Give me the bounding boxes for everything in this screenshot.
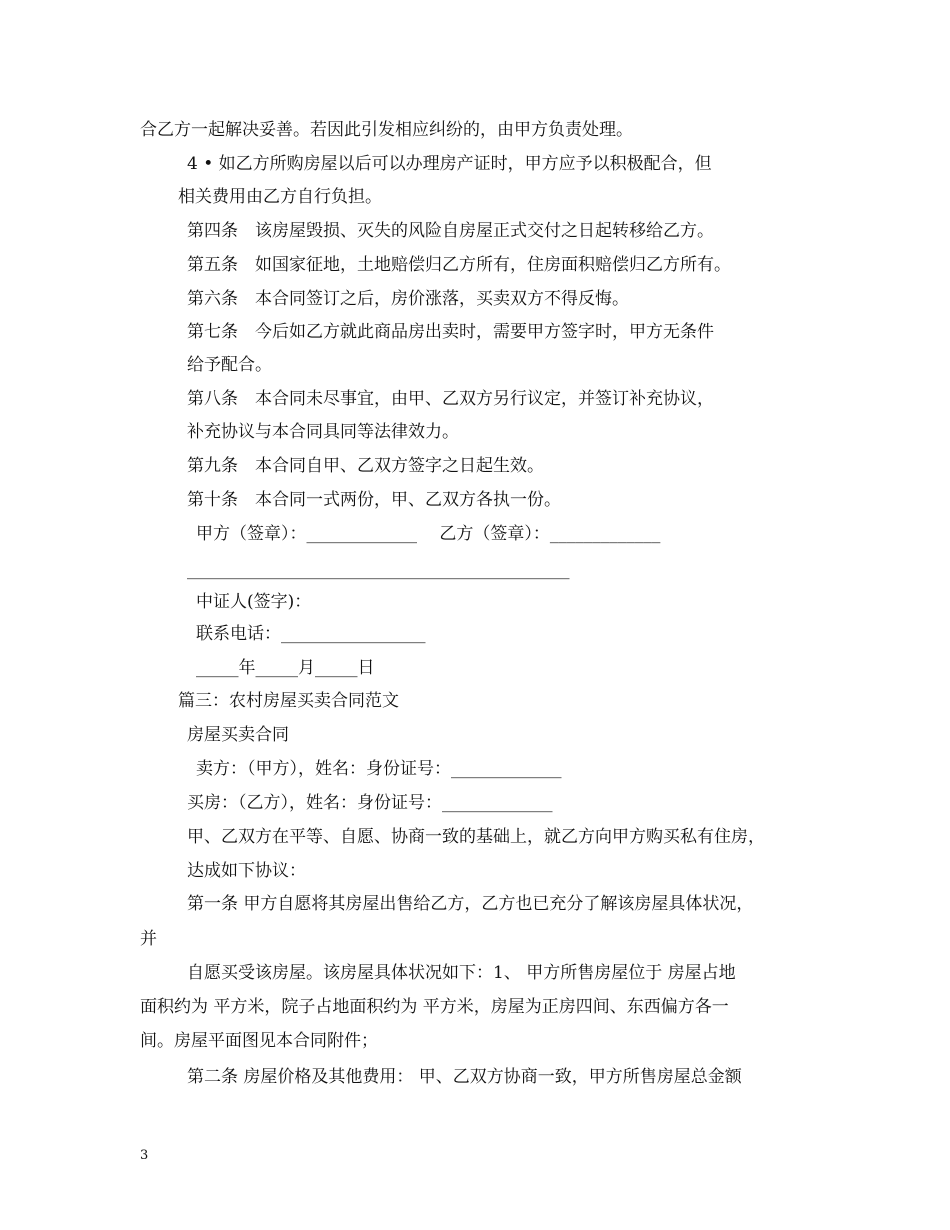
text-line: 给予配合。 [187, 355, 272, 375]
text-line: 面积约为 平方米，院子占地面积约为 平方米，房屋为正房四间、东西偏方各一 [140, 997, 729, 1017]
page-number: 3 [140, 1148, 149, 1163]
phone-label: 联系电话：_________________ [196, 624, 426, 644]
section-heading: 篇三：农村房屋买卖合同范文 [178, 691, 399, 711]
text-line: 自愿买受该房屋。该房屋具体状况如下：1、 甲方所售房屋位于 房屋占地 [187, 963, 736, 983]
text-line: 相关费用由乙方自行负担。 [178, 187, 382, 207]
witness-label: 中证人(签字)： [196, 592, 312, 612]
article-6: 第六条 本合同签订之后，房价涨落，买卖双方不得反悔。 [187, 289, 629, 309]
text-line: 并 [140, 929, 157, 949]
article-1: 第一条 甲方自愿将其房屋出售给乙方，乙方也已充分了解该房屋具体状况， [187, 894, 754, 914]
text-line: 达成如下协议： [187, 861, 306, 881]
article-8: 第八条 本合同未尽事宜，由甲、乙双方另行议定，并签订补充协议， [187, 389, 714, 409]
text-line: 补充协议与本合同具同等法律效力。 [187, 422, 459, 442]
seller-line: 卖方：（甲方），姓名：身份证号：_____________ [196, 759, 562, 779]
text-line: 间。房屋平面图见本合同附件； [140, 1031, 378, 1051]
text-line: 合乙方一起解决妥善。若因此引发相应纠纷的，由甲方负责处理。 [140, 120, 633, 140]
blank-line: _____________________________________________ [187, 560, 570, 580]
text-line: 4 • 如乙方所购房屋以后可以办理房产证时，甲方应予以积极配合，但 [187, 154, 712, 174]
text-line: 甲、乙双方在平等、自愿、协商一致的基础上，就乙方向甲方购买私有住房， [187, 827, 765, 847]
date-line: _____年_____月_____日 [196, 658, 375, 678]
article-4: 第四条 该房屋毁损、灭失的风险自房屋正式交付之日起转移给乙方。 [187, 221, 714, 241]
buyer-line: 买房：（乙方），姓名：身份证号：_____________ [187, 793, 553, 813]
article-7: 第七条 今后如乙方就此商品房出卖时，需要甲方签字时，甲方无条件 [187, 322, 714, 342]
article-9: 第九条 本合同自甲、乙双方签字之日起生效。 [187, 456, 544, 476]
article-10: 第十条 本合同一式两份，甲、乙双方各执一份。 [187, 490, 561, 510]
signature-line: 甲方（签章）：_____________ 乙方（签章）：_____________ [196, 524, 661, 544]
contract-title: 房屋买卖合同 [187, 725, 289, 745]
article-2: 第二条 房屋价格及其他费用： 甲、乙双方协商一致，甲方所售房屋总金额 [187, 1067, 742, 1087]
article-5: 第五条 如国家征地，土地赔偿归乙方所有，住房面积赔偿归乙方所有。 [187, 255, 731, 275]
